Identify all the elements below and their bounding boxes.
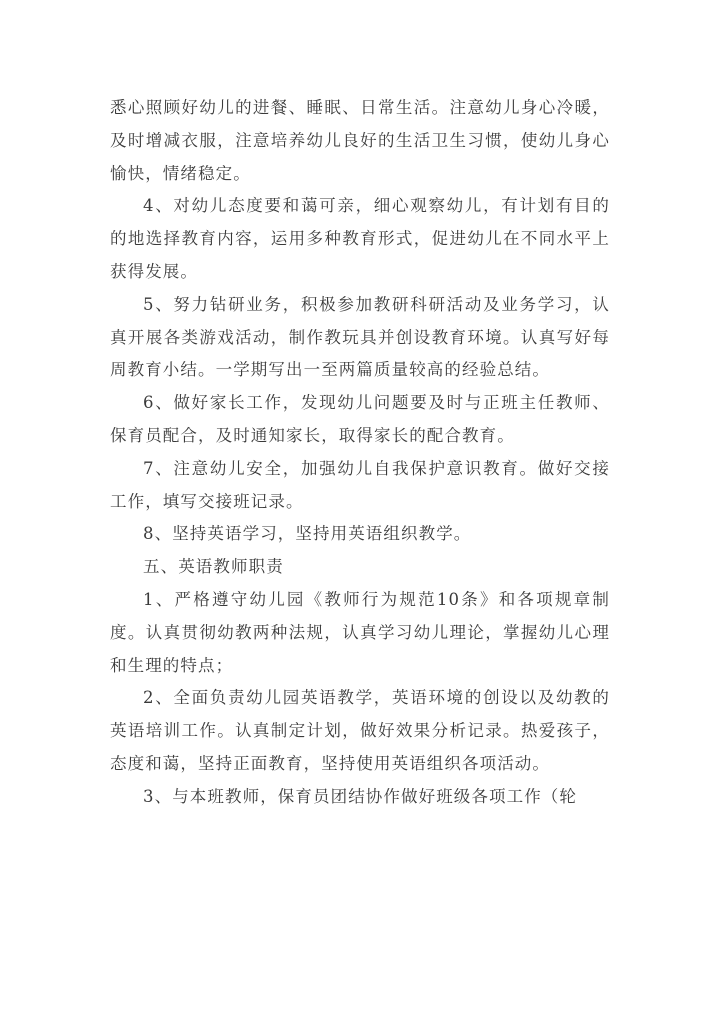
paragraph-item-3: 3、与本班教师，保育员团结协作做好班级各项工作（轮 [143,786,577,806]
paragraph-item-4: 4、对幼儿态度要和蔼可亲，细心观察幼儿，有计划有目的的地选择教育内容，运用多种教育形式，促进幼儿在不同水平上获得发展。 [110,196,610,281]
section-heading-english-teacher: 五、英语教师职责 [143,557,284,577]
paragraph-continuation: 悉心照顾好幼儿的进餐、睡眠、日常生活。注意幼儿身心冷暖，及时增减衣服，注意培养幼儿良好的生活卫生习惯，使幼儿身心愉快，情绪稳定。 [110,98,610,183]
paragraph-item-6: 6、做好家长工作，发现幼儿问题要及时与正班主任教师、保育员配合，及时通知家长，取得家长的配合教育。 [110,393,610,445]
paragraph-item-2: 2、全面负责幼儿园英语教学，英语环境的创设以及幼教的英语培训工作。认真制定计划，做好效果分析记录。热爱孩子，态度和蔼，坚持正面教育，坚持使用英语组织各项活动。 [110,688,610,773]
paragraph-item-8: 8、坚持英语学习，坚持用英语组织教学。 [143,524,472,544]
paragraph-item-1: 1、严格遵守幼儿园《教师行为规范10条》和各项规章制度。认真贯彻幼教两种法规，认真学习幼儿理论，掌握幼儿心理和生理的特点； [110,589,610,675]
document-body [110,92,610,814]
paragraph-item-5: 5、努力钻研业务，积极参加教研科研活动及业务学习，认真开展各类游戏活动，制作教玩具并创设教育环境。认真写好每周教育小结。一学期写出一至两篇质量较高的经验总结。 [110,294,610,380]
paragraph-item-7: 7、注意幼儿安全，加强幼儿自我保护意识教育。做好交接工作，填写交接班记录。 [110,458,610,511]
